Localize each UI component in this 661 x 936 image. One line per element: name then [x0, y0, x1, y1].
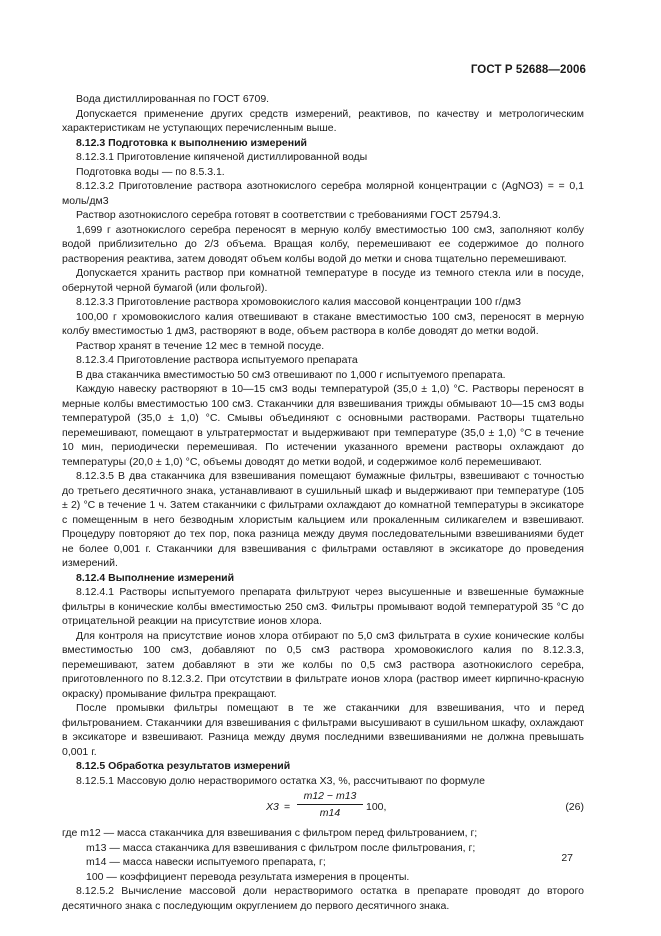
paragraph: Для контроля на присутствие ионов хлора отбирают по 5,0 см3 фильтрата в сухие конические колбы вместимостью 100 см3, добавляют по 0,5 см3 раствора хромовокислого калия по 8.12.3.3, перемешивают, затем добавляют в эти же колбы по 0,5 см3 раствора азотнокислого серебра, приготовленного по 8.12.3.2. При отсутствии в фильтрате ионов хлора (раствор имеет кирпично-красную окраску) промывание фильтра прекращают.: [62, 629, 584, 700]
paragraph: 8.12.3.4 Приготовление раствора испытуемого препарата: [76, 354, 358, 366]
section-heading: 8.12.3 Подготовка к выполнению измерений: [76, 136, 308, 149]
formula-lhs: X3: [266, 801, 279, 813]
paragraph: Допускается хранить раствор при комнатной температуре в посуде из темного стекла или в посуде, обернутой черной бумагой (или фольгой).: [62, 267, 584, 294]
paragraph: 8.12.5.2 Вычисление массовой доли нерастворимого остатка в препарате проводят до второго десятичного знака с последующим округлением до первого десятичного знака.: [62, 885, 584, 912]
paragraph: 8.12.3.2 Приготовление раствора азотнокислого серебра молярной концентрации c (AgNO3) = = 0,1 моль/дм3: [62, 180, 584, 207]
variable-definition: m14 — масса навески испытуемого препарата, г;: [86, 856, 326, 868]
formula-denominator: m14: [319, 807, 341, 819]
page-number: 27: [561, 852, 573, 864]
paragraph: 1,699 г азотнокислого серебра переносят в мерную колбу вместимостью 100 см3, заполняют колбу водой приблизительно до 2/3 объема. Вращая колбу, перемешивают ее содержимое до полного растворения реактива, затем доводят объем колбы водой до метки и снова тщательно перемешивают.: [62, 223, 584, 265]
variable-definition: 100 — коэффициент перевода результата измерения в проценты.: [86, 870, 410, 883]
variables-list: [62, 826, 584, 884]
paragraph: Раствор хранят в течение 12 мес в темной посуде.: [76, 339, 325, 352]
variable-definition: m13 — масса стаканчика для взвешивания с фильтром после фильтрования, г;: [86, 841, 476, 854]
paragraph: Раствор азотнокислого серебра готовят в соответствии с требованиями ГОСТ 25794.3.: [76, 209, 501, 221]
paragraph: 8.12.3.1 Приготовление кипяченой дистиллированной воды: [76, 151, 368, 163]
formula-equals: =: [284, 801, 291, 813]
document-header: ГОСТ Р 52688—2006: [470, 64, 586, 76]
document-body: [62, 92, 584, 913]
paragraph: 100,00 г хромовокислого калия отвешивают в стакане вместимостью 100 см3, переносят в мерную колбу вместимостью 1 дм3, растворяют в воде, объем раствора в колбе доводят до метки водой.: [62, 310, 584, 337]
paragraph: 8.12.3.3 Приготовление раствора хромовокислого калия массовой концентрации 100 г/дм3: [76, 296, 521, 308]
paragraph: 8.12.3.5 В два стаканчика для взвешивания помещают бумажные фильтры, взвешивают с точностью до третьего десятичного знака, устанавливают в сушильный шкаф и выдерживают при температуре (105 ± 2) °С в течение 1 ч. Затем стаканчики с фильтрами охлаждают до комнатной температуры в эксикаторе с помещенным в него безводным хлористым кальцием или прокаленным силикагелем и взвешивают. Процедуру повторяют до тех пор, пока разница между двумя последовательными взвешиваниями будет не более 0,001 г. Стаканчики для взвешивания с фильтрами оставляют в эксикаторе до проведения измерений.: [62, 470, 584, 569]
paragraph: 8.12.4.1 Растворы испытуемого препарата фильтруют через высушенные и взвешенные бумажные фильтры в конические колбы вместимостью 250 см3. Фильтры промывают водой температурой 35 °С до отрицательной реакции на присутствие ионов хлора.: [62, 586, 584, 627]
paragraph: Подготовка воды — по 8.5.3.1.: [76, 165, 225, 178]
section-heading: 8.12.5 Обработка результатов измерений: [76, 760, 291, 772]
formula: [62, 789, 584, 823]
formula-numerator: m12 − m13: [303, 790, 357, 802]
variable-definition: где m12 — масса стаканчика для взвешивания с фильтром перед фильтрованием, г;: [62, 827, 478, 839]
paragraph: Каждую навеску растворяют в 10—15 см3 воды температурой (35,0 ± 1,0) °С. Растворы переносят в мерные колбы вместимостью 100 см3. Стаканчики для взвешивания трижды обмывают 10—15 см3 воды температурой (35,0 ± 1,0) °С. Смывы объединяют с основными растворами. Растворы тщательно перемешивают, помещают в ультратермостат и выдерживают при температуре (35,0 ± 1,0) °С в течение 10 мин, периодически перемешивая. По истечении указанного времени растворы охлаждают до температуры (20,0 ± 1,0) °С, объемы доводят до метки водой, и содержимое колб перемешивают.: [62, 383, 584, 468]
paragraph: В два стаканчика вместимостью 50 см3 отвешивают по 1,000 г испытуемого препарата.: [76, 368, 506, 381]
paragraph: После промывки фильтры помещают в те же стаканчики для взвешивания, что и перед фильтрованием. Стаканчики для взвешивания с фильтрами высушивают в сушильном шкафу, охлаждают в эксикаторе и взвешивают. Разница между двумя последними взвешиваниями не должна превышать 0,001 г.: [62, 702, 584, 758]
formula-factor: 100,: [366, 801, 387, 813]
formula-number: (26): [565, 801, 584, 813]
section-heading: 8.12.4 Выполнение измерений: [76, 571, 235, 584]
paragraph: Вода дистиллированная по ГОСТ 6709.: [76, 93, 270, 105]
formula-fraction: [295, 789, 365, 820]
fraction-bar: [297, 804, 363, 805]
paragraph: Допускается применение других средств измерений, реактивов, по качеству и метрологическим характеристикам не уступающих перечисленным выше.: [62, 107, 584, 134]
paragraph: 8.12.5.1 Массовую долю нерастворимого остатка X3, %, рассчитывают по формуле: [76, 774, 486, 787]
